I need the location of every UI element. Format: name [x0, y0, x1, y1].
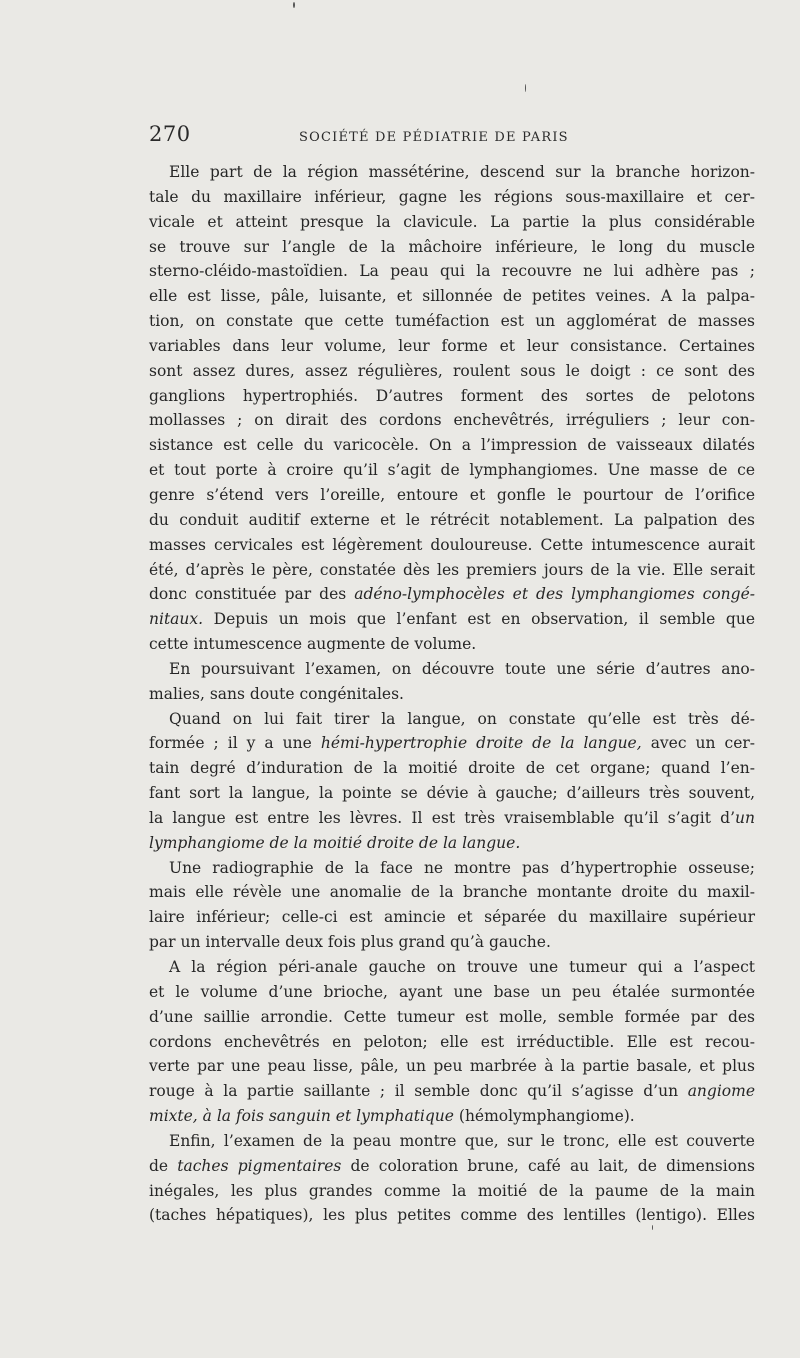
text-line: et tout porte à croire qu’il s’agit de lymphangiomes. Une masse de ce [149, 461, 755, 480]
text-line [149, 1079, 755, 1104]
text-segment: Depuis un mois que l’enfant est en observation, il semble que [213, 610, 755, 629]
text-line: cette intumescence augmente de volume. [149, 635, 477, 654]
text-line: Une radiographie de la face ne montre pas d’hypertrophie osseuse; [169, 858, 755, 877]
text-line: variables dans leur volume, leur forme et leur consistance. Certaines [149, 336, 755, 355]
italic-text: nitaux. [149, 610, 204, 629]
text-segment: avec un cer- [650, 734, 756, 753]
text-line: du conduit auditif externe et le rétrécit notablement. La palpation des [149, 510, 755, 529]
text-line [149, 1104, 755, 1129]
text-segment: rouge à la partie saillante ; il semble donc qu’il s’agisse d’un [149, 1082, 679, 1101]
text-line [149, 607, 755, 632]
text-line: tion, on constate que cette tuméfaction est un agglomérat de masses [149, 312, 755, 331]
text-line: malies, sans doute congénitales. [149, 684, 404, 703]
italic-text: adéno-lymphocèles et des lymphangiomes congé- [354, 585, 755, 604]
text-line [149, 582, 755, 607]
text-line: A la région péri-anale gauche on trouve une tumeur qui a l’aspect [169, 958, 755, 976]
text-line: été, d’après le père, constatée dès les premiers jours de la vie. Elle serait [149, 560, 755, 579]
text-line: ganglions hypertrophiés. D’autres forment des sortes de pelotons [149, 386, 755, 405]
text-line: fant sort la langue, la pointe se dévie à gauche; d’ailleurs très souvent, [149, 784, 755, 803]
text-line: Quand on lui fait tirer la langue, on constate qu’elle est très dé- [169, 709, 755, 728]
text-line: sterno-cléido-mastoïdien. La peau qui la recouvre ne lui adhère pas ; [149, 262, 755, 281]
text-line: genre s’étend vers l’oreille, entoure et gonfle le pourtour de l’orifice [149, 485, 755, 504]
text-line: inégales, les plus grandes comme la moitié de la paume de la main [149, 1181, 755, 1200]
text-line: sistance est celle du varicocèle. On a l’impression de vaisseaux dilatés [149, 436, 755, 455]
text-segment: formée ; il y a une [149, 734, 312, 753]
text-line: masses cervicales est légèrement douloureuse. Cette intumescence aurait [149, 535, 755, 554]
page-number: 270 [149, 122, 191, 146]
text-line: tale du maxillaire inférieur, gagne les régions sous-maxillaire et cer- [149, 187, 755, 206]
text-line: par un intervalle deux fois plus grand qu’à gauche. [149, 933, 551, 952]
text-line: laire inférieur; celle-ci est amincie et séparée du maxillaire supérieur [149, 908, 755, 927]
text-segment: (hémolymphangiome). [458, 1107, 635, 1126]
italic-text: un [735, 808, 755, 827]
italic-text: mixte, à la fois sanguin et lymphatique [149, 1107, 454, 1126]
text-line: En poursuivant l’examen, on découvre toute une série d’autres ano- [169, 659, 755, 678]
italic-text: hémi-hypertrophie droite de la langue, [320, 734, 642, 753]
text-segment: la langue est entre les lèvres. Il est très vraisemblable qu’il s’agit d’ [149, 808, 736, 827]
text-line [149, 1154, 755, 1179]
text-line: mais elle révèle une anomalie de la branche montante droite du maxil- [149, 883, 755, 902]
text-line: Elle part de la région massétérine, descend sur la branche horizon- [169, 163, 755, 181]
text-line: sont assez dures, assez régulières, roulent sous le doigt : ce sont des [149, 361, 755, 380]
body-text [149, 160, 755, 1228]
text-line: mollasses ; on dirait des cordons enchevêtrés, irréguliers ; leur con- [149, 411, 755, 430]
text-line: lymphangiome de la moitié droite de la langue. [149, 833, 521, 852]
page-speck [293, 2, 295, 8]
page-header [149, 122, 755, 152]
text-line: et le volume d’une brioche, ayant une base un peu étalée surmontée [149, 982, 755, 1001]
text-line: verte par une peau lisse, pâle, un peu marbrée à la partie basale, et plus [149, 1057, 755, 1076]
text-line: tain degré d’induration de la moitié droite de cet organe; quand l’en- [149, 759, 755, 778]
text-line: (taches hépatiques), les plus petites comme des lentilles (lentigo). Elles [149, 1206, 755, 1225]
text-line [149, 731, 755, 756]
page-speck [525, 84, 526, 92]
text-segment: de [149, 1156, 169, 1175]
text-segment: donc constituée par des [149, 585, 347, 604]
text-line: d’une saillie arrondie. Cette tumeur est molle, semble formée par des [149, 1007, 755, 1026]
running-title: SOCIÉTÉ DE PÉDIATRIE DE PARIS [299, 130, 569, 145]
text-line: se trouve sur l’angle de la mâchoire inférieure, le long du muscle [149, 237, 755, 256]
text-segment: de coloration brune, café au lait, de dimensions [350, 1156, 755, 1175]
italic-text: angiome [687, 1082, 755, 1101]
text-line [149, 806, 755, 831]
text-line: vicale et atteint presque la clavicule. La partie la plus considérable [149, 212, 755, 231]
text-line: elle est lisse, pâle, luisante, et sillonnée de petites veines. A la palpa- [149, 287, 755, 306]
text-line: cordons enchevêtrés en peloton; elle est irréductible. Elle est recou- [149, 1032, 755, 1051]
text-line: Enfin, l’examen de la peau montre que, sur le tronc, elle est couverte [169, 1131, 755, 1150]
italic-text: taches pigmentaires [177, 1156, 342, 1175]
